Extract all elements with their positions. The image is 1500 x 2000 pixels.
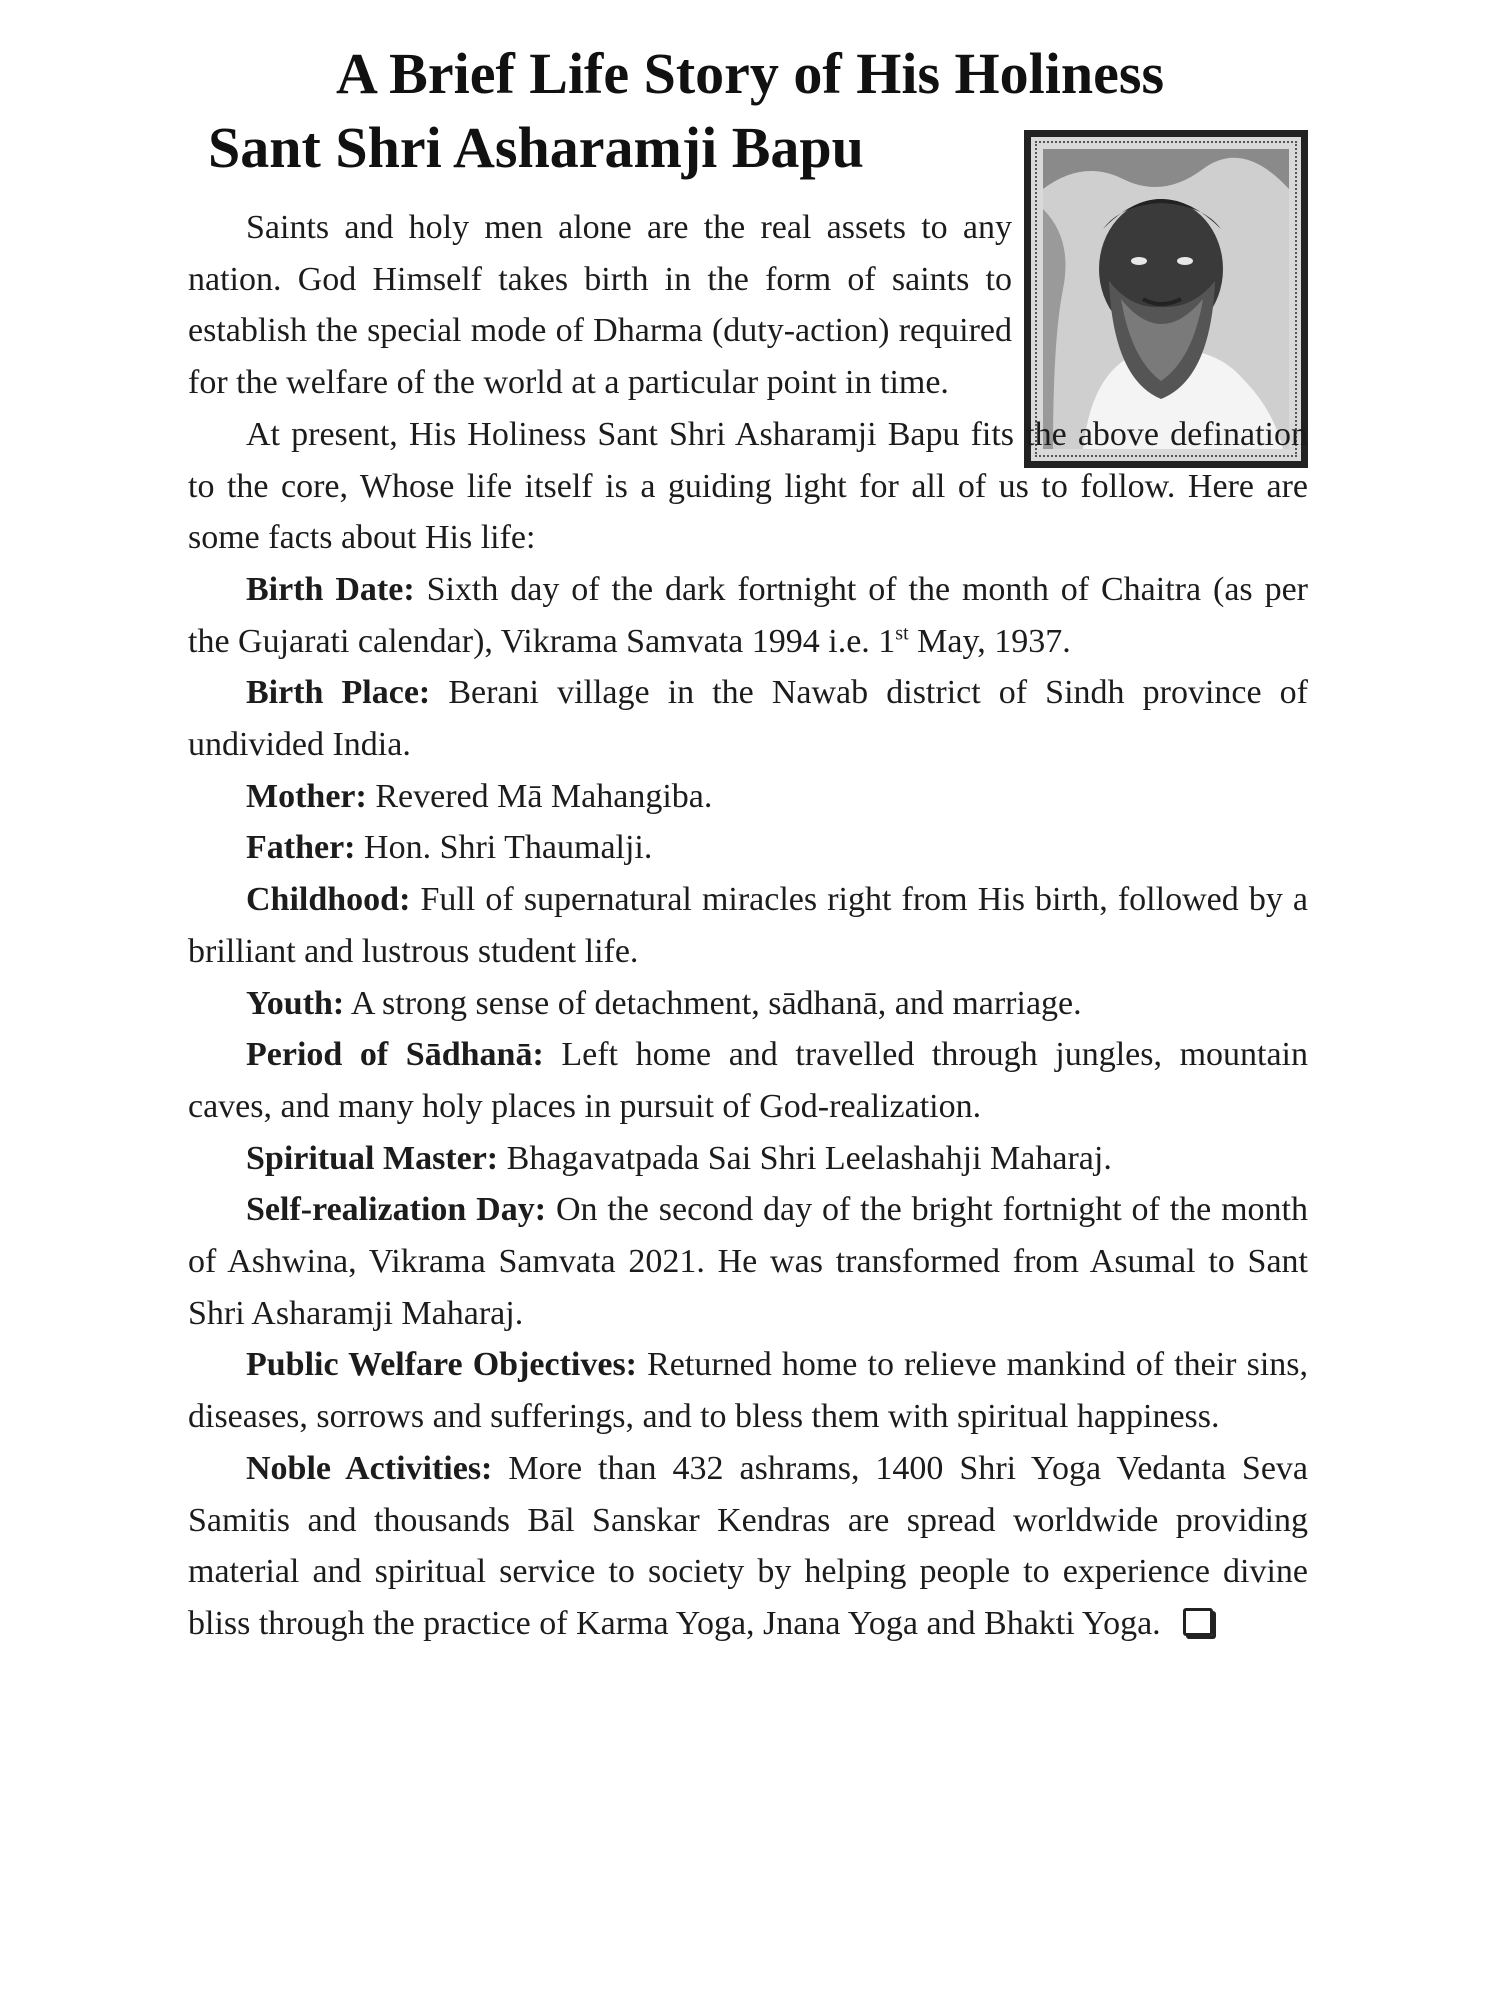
fact-spiritual-master — [188, 1133, 1308, 1185]
intro-paragraph-1: Saints and holy men alone are the real assets to any nation. God Himself takes birth in the form of saints to establish the special mode of Dharma (duty-action) required for the welfare of the world at a particular point in time. — [188, 209, 1012, 402]
fact-birth-date — [188, 564, 1308, 667]
fact-text: A strong sense of detachment, sādhanā, and marriage. — [350, 984, 1082, 1022]
fact-label: Youth: — [246, 984, 345, 1022]
fact-noble-activities — [188, 1443, 1308, 1650]
fact-text: More than 432 ashrams, 1400 Shri Yoga Vedanta Seva Samitis and thousands Bāl Sanskar Kendras are spread worldwide providing material and spiritual service to society by helping people to experience divine bliss through the practice of Karma Yoga, Jnana Yoga and Bhakti Yoga. — [188, 1449, 1309, 1642]
fact-period-of-sadhana — [188, 1029, 1308, 1132]
article-body — [188, 202, 1308, 1650]
fact-text: Returned home to relieve mankind of their sins, diseases, sorrows and sufferings, and to bless them with spiritual happiness. — [188, 1346, 1308, 1436]
birth-date-rest: May, 1937. — [908, 622, 1071, 660]
fact-label: Public Welfare Objectives: — [246, 1346, 637, 1384]
fact-public-welfare-objectives — [188, 1339, 1308, 1442]
birth-date-day: 1 — [878, 622, 896, 660]
fact-text: Sixth day of the dark fortnight of the month of Chaitra (as per the Gujarati calendar), Vikrama Samvata 1994 i.e. — [188, 570, 1308, 660]
fact-birth-place — [188, 667, 1308, 770]
fact-self-realization-day — [188, 1184, 1308, 1339]
fact-label: Mother: — [246, 777, 367, 815]
intro-paragraph-2: At present, His Holiness Sant Shri Asharamji Bapu fits the above defination to the core, Whose life itself is a guiding light for all of us to follow. Here are some facts about His life: — [188, 415, 1308, 557]
fact-label: Childhood: — [246, 881, 411, 919]
fact-father — [188, 822, 1308, 874]
fact-label: Birth Date: — [246, 570, 415, 608]
page-title-line-2: Sant Shri Asharamji Bapu — [208, 115, 864, 180]
fact-mother — [188, 771, 1308, 823]
fact-text: Berani village in the Nawab district of Sindh province of undivided India. — [188, 674, 1308, 764]
birth-date-suffix: st — [895, 622, 909, 645]
fact-label: Self-realization Day: — [246, 1191, 547, 1229]
fact-text: Left home and travelled through jungles, mountain caves, and many holy places in pursuit of God-realization. — [188, 1036, 1308, 1125]
fact-text: Revered Mā Mahangiba. — [375, 777, 713, 815]
fact-childhood — [188, 874, 1308, 977]
fact-label: Father: — [246, 829, 356, 867]
page-title-line-1: A Brief Life Story of His Holiness — [335, 41, 1165, 106]
fact-label: Spiritual Master: — [246, 1139, 499, 1177]
fact-youth — [188, 978, 1308, 1030]
fact-text: Hon. Shri Thaumalji. — [364, 829, 653, 867]
fact-text: On the second day of the bright fortnight of the month of Ashwina, Vikrama Samvata 2021. He was transformed from Asumal to Sant Shri Asharamji Maharaj. — [188, 1191, 1309, 1332]
fact-label: Period of Sādhanā: — [246, 1036, 544, 1074]
square-end-mark-icon — [1183, 1608, 1213, 1636]
fact-label: Birth Place: — [246, 674, 431, 712]
fact-text: Full of supernatural miracles right from His birth, followed by a brilliant and lustrous student life. — [188, 881, 1308, 970]
fact-label: Noble Activities: — [246, 1449, 493, 1487]
fact-text: Bhagavatpada Sai Shri Leelashahji Maharaj. — [506, 1139, 1112, 1177]
